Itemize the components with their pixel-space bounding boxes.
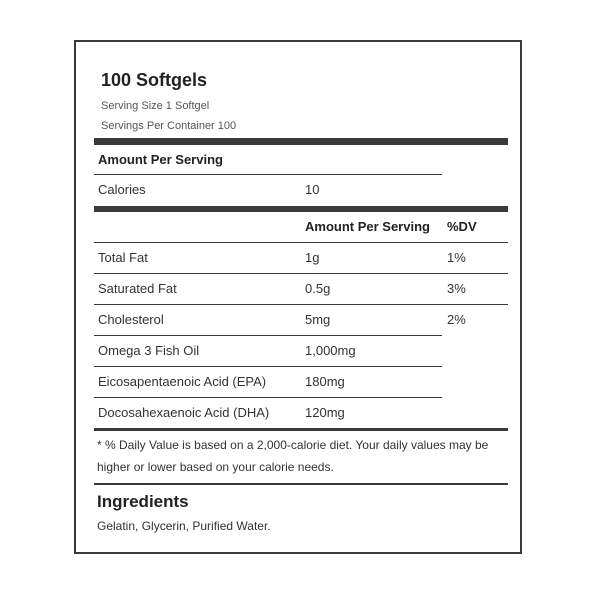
section-divider [94,483,508,485]
nutrient-amount: 0.5g [305,281,331,296]
ingredients-list: Gelatin, Glycerin, Purified Water. [97,519,271,533]
nutrient-name: Docosahexaenoic Acid (DHA) [98,405,270,420]
nutrient-dv: 1% [447,250,466,265]
product-title: 100 Softgels [101,70,208,90]
calories-value: 10 [305,182,320,197]
column-header-row [94,212,508,242]
nutrient-amount: 120mg [305,405,345,420]
nutrient-name: Eicosapentaenoic Acid (EPA) [98,374,267,389]
calories-label: Calories [98,182,146,197]
serving-size: Serving Size 1 Softgel [101,100,210,112]
nutrient-amount: 180mg [305,374,345,389]
amount-per-serving-row [94,145,508,175]
thick-divider [94,428,508,431]
thick-divider [94,138,508,145]
nutrient-amount: 1,000mg [305,343,356,358]
nutrient-dv: 3% [447,281,466,296]
calories-row [94,175,508,205]
table-row [94,367,508,397]
servings-per-container: Servings Per Container 100 [101,120,237,132]
table-row [94,336,508,366]
nutrient-name: Omega 3 Fish Oil [98,343,200,358]
nutrient-amount: 5mg [305,312,331,327]
daily-value-footnote: * % Daily Value is based on a 2,000-calorie diet. Your daily values may be higher or lower based on your calorie needs. [97,438,489,474]
nutrient-name: Total Fat [98,250,148,265]
nutrient-amount: 1g [305,250,320,265]
table-row [94,274,508,304]
ingredients-heading: Ingredients [97,492,189,511]
dv-column-header: %DV [447,219,477,234]
nutrient-dv: 2% [447,312,466,327]
supplement-facts-panel [74,40,522,554]
table-row [94,305,508,335]
table-row [94,243,508,273]
table-row [94,398,508,428]
nutrient-name: Saturated Fat [98,281,177,296]
amount-column-header: Amount Per Serving [305,219,430,234]
amount-per-serving-heading: Amount Per Serving [98,152,223,167]
nutrient-name: Cholesterol [98,312,164,327]
